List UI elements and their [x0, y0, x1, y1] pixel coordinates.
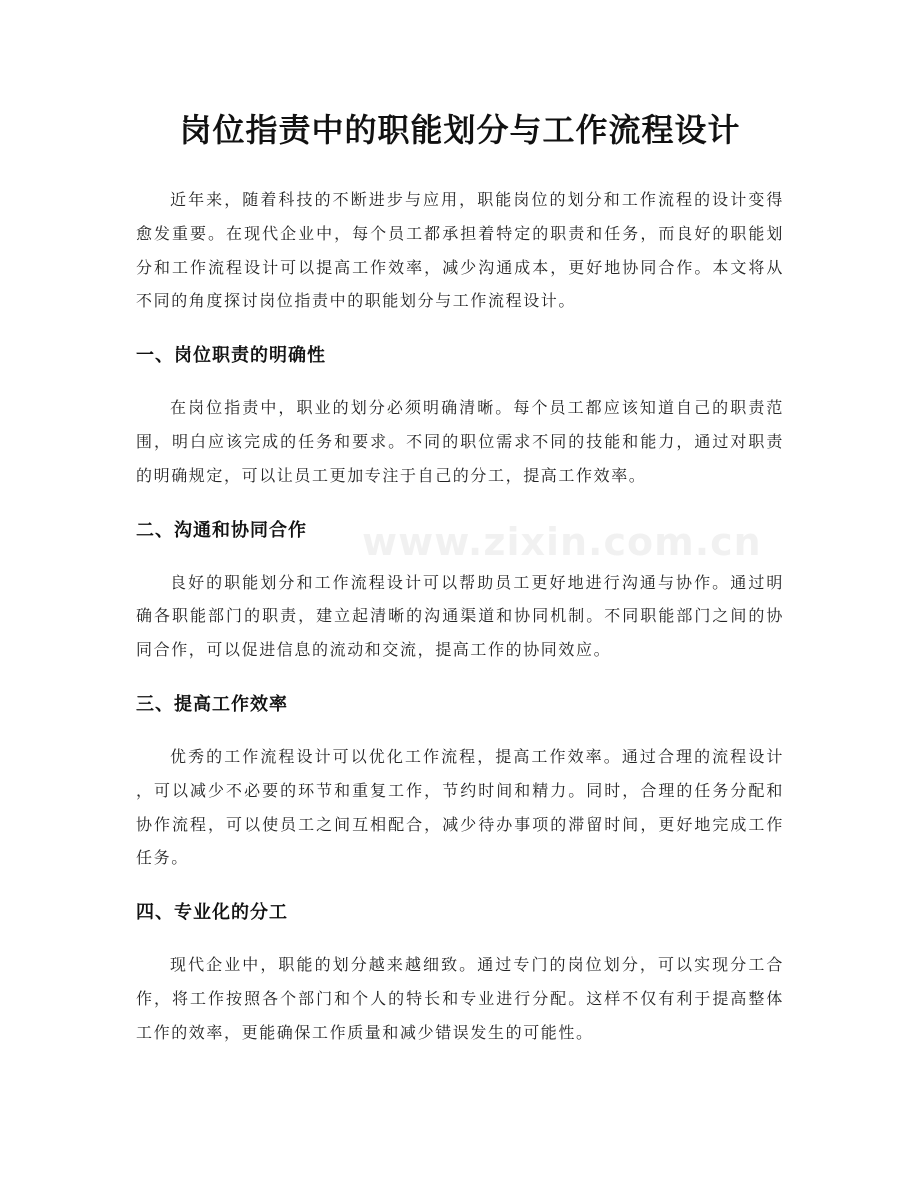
section-paragraph-4 — [136, 948, 784, 1049]
section-heading-2: 二、沟通和协同合作 — [136, 519, 307, 541]
paragraph-line: 不同的角度探讨岗位指责中的职能划分与工作流程设计。 — [136, 291, 577, 311]
watermark: www.zixin.com.cn — [362, 520, 762, 564]
paragraph-line: 愈发重要。在现代企业中，每个员工都承担着特定的职责和任务，而良好的职能划 — [136, 223, 784, 243]
section-heading-1: 一、岗位职责的明确性 — [136, 345, 326, 367]
paragraph-line: 确各职能部门的职责，建立起清晰的沟通渠道和协同机制。不同职能部门之间的协 — [136, 606, 784, 626]
section-paragraph-1 — [136, 391, 784, 492]
paragraph-line: 优秀的工作流程设计可以优化工作流程，提高工作效率。通过合理的流程设计 — [170, 746, 784, 766]
document-body — [136, 110, 784, 1050]
paragraph-line: 在岗位指责中，职业的划分必须明确清晰。每个员工都应该知道自己的职责范 — [170, 398, 784, 418]
section-paragraph-3 — [136, 740, 784, 875]
section-paragraph-2 — [136, 566, 784, 667]
paragraph-line: 近年来，随着科技的不断进步与应用，职能岗位的划分和工作流程的设计变得 — [170, 190, 784, 209]
paragraph-line: 协作流程，可以使员工之间互相配合，减少待办事项的滞留时间，更好地完成工作 — [136, 814, 784, 834]
paragraph-line: 的明确规定，可以让员工更加专注于自己的分工，提高工作效率。 — [136, 465, 647, 485]
paragraph-line: ，可以减少不必要的环节和重复工作，节约时间和精力。同时，合理的任务分配和 — [136, 780, 784, 800]
paragraph-line: 良好的职能划分和工作流程设计可以帮助员工更好地进行沟通与协作。通过明 — [170, 572, 784, 592]
paragraph-line: 围，明白应该完成的任务和要求。不同的职位需求不同的技能和能力，通过对职责 — [136, 431, 784, 451]
paragraph-line: 工作的效率，更能确保工作质量和减少错误发生的可能性。 — [136, 1022, 594, 1042]
paragraph-line: 任务。 — [136, 848, 189, 868]
section-heading-4: 四、专业化的分工 — [136, 902, 288, 924]
document-title: 岗位指责中的职能划分与工作流程设计 — [179, 111, 741, 149]
paragraph-line: 现代企业中，职能的划分越来越细致。通过专门的岗位划分，可以实现分工合 — [170, 955, 784, 975]
intro-paragraph — [136, 183, 784, 318]
paragraph-line: 作，将工作按照各个部门和个人的特长和专业进行分配。这样不仅有利于提高整体 — [136, 988, 784, 1008]
paragraph-line: 分和工作流程设计可以提高工作效率，减少沟通成本，更好地协同合作。本文将从 — [136, 257, 784, 277]
section-heading-3: 三、提高工作效率 — [136, 693, 288, 715]
paragraph-line: 同合作，可以促进信息的流动和交流，提高工作的协同效应。 — [136, 640, 612, 660]
